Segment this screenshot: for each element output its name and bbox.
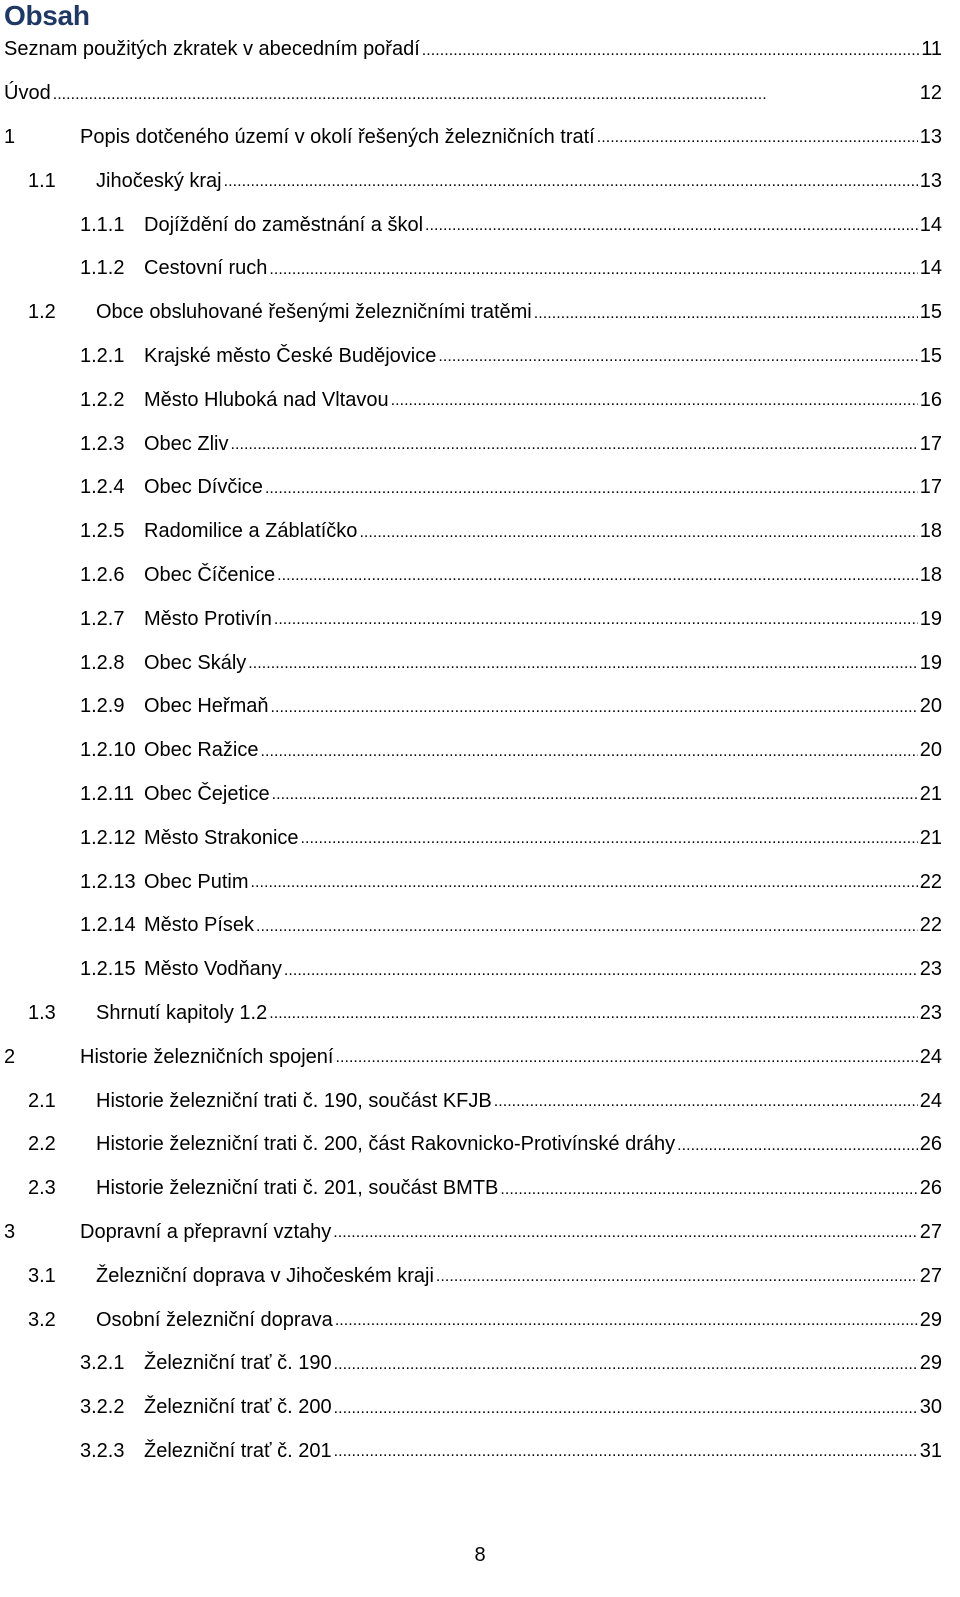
dot-leader [425, 218, 918, 238]
toc-entry-title: Obec Číčenice [144, 563, 276, 586]
dot-leader [335, 1313, 918, 1333]
dot-leader [250, 875, 917, 895]
toc-entry-title: Obec Dívčice [144, 476, 263, 499]
toc-entry-number: 2.3 [28, 1177, 56, 1200]
toc-entry-page: 15 [919, 344, 942, 367]
toc-entry-number: 1.2.5 [80, 520, 125, 543]
dot-leader [277, 568, 918, 588]
toc-entry-page: 16 [919, 388, 942, 411]
dot-leader [422, 43, 919, 63]
toc-entry-page: 29 [919, 1308, 942, 1331]
table-of-contents [0, 28, 960, 1473]
toc-entry[interactable] [0, 992, 960, 1036]
toc-entry-page: 21 [919, 826, 942, 849]
toc-entry-number: 1.2.9 [80, 695, 125, 718]
toc-entry-title: Město Hluboká nad Vltavou [144, 388, 389, 411]
toc-entry[interactable] [0, 72, 960, 116]
toc-entry[interactable] [0, 641, 960, 685]
toc-entry-number: 1.2.12 [80, 826, 136, 849]
toc-entry-number: 1.2.11 [80, 782, 135, 805]
toc-entry-page: 19 [919, 607, 942, 630]
toc-entry-number: 1.2 [28, 301, 56, 324]
toc-entry-page: 30 [919, 1396, 942, 1419]
toc-entry[interactable] [0, 159, 960, 203]
toc-entry-number: 3.2.3 [80, 1439, 125, 1462]
toc-entry-title: Město Vodňany [144, 958, 282, 981]
dot-leader [677, 1138, 918, 1158]
toc-entry-number: 1 [4, 125, 16, 148]
toc-entry-page: 22 [919, 914, 942, 937]
toc-entry[interactable] [0, 1430, 960, 1474]
dot-leader [261, 744, 918, 764]
toc-entry-page: 12 [919, 82, 942, 105]
toc-entry-number: 3.1 [28, 1264, 56, 1287]
toc-entry-page: 20 [919, 695, 942, 718]
toc-entry[interactable] [0, 1254, 960, 1298]
toc-entry-title: Jihočeský kraj [96, 169, 222, 192]
toc-entry-title: Úvod [4, 82, 51, 105]
toc-entry-title: Obec Putim [144, 870, 249, 893]
toc-entry-number: 2.2 [28, 1133, 56, 1156]
dot-leader [391, 393, 918, 413]
dot-leader [301, 831, 918, 851]
toc-entry-title: Obec Čejetice [144, 782, 270, 805]
toc-entry-number: 1.2.14 [80, 914, 136, 937]
toc-entry-page: 14 [919, 213, 942, 236]
toc-entry-page: 24 [919, 1089, 942, 1112]
toc-entry-page: 26 [919, 1133, 942, 1156]
toc-entry-number: 1.1.1 [80, 213, 125, 236]
toc-entry-title: Město Strakonice [144, 826, 299, 849]
toc-entry[interactable] [0, 860, 960, 904]
dot-leader [53, 87, 918, 107]
toc-entry-title: Historie železniční trati č. 190, součást KFJB [96, 1089, 492, 1112]
toc-entry-number: 3.2 [28, 1308, 56, 1331]
toc-entry-page: 14 [919, 257, 942, 280]
toc-entry-number: 2.1 [28, 1089, 56, 1112]
dot-leader [265, 481, 918, 501]
toc-entry[interactable] [0, 1298, 960, 1342]
toc-entry[interactable] [0, 1123, 960, 1167]
dot-leader [494, 1094, 918, 1114]
toc-entry-title: Železniční trať č. 201 [144, 1439, 332, 1462]
toc-entry-number: 2 [4, 1045, 16, 1068]
toc-entry-page: 29 [919, 1352, 942, 1375]
toc-entry[interactable] [0, 335, 960, 379]
toc-entry-page: 23 [919, 958, 942, 981]
toc-entry-title: Obec Heřmaň [144, 695, 269, 718]
dot-leader [597, 130, 918, 150]
toc-entry-number: 1.2.3 [80, 432, 125, 455]
dot-leader [333, 1225, 918, 1245]
toc-entry-number: 1.2.6 [80, 563, 125, 586]
toc-entry[interactable] [0, 466, 960, 510]
dot-leader [269, 262, 917, 282]
toc-entry-page: 15 [919, 301, 942, 324]
toc-entry-number: 1.2.7 [80, 607, 125, 630]
toc-entry[interactable] [0, 422, 960, 466]
toc-entry-number: 3 [4, 1220, 16, 1243]
toc-entry-page: 11 [921, 38, 942, 61]
toc-entry-page: 19 [919, 651, 942, 674]
toc-entry-page: 20 [919, 739, 942, 762]
toc-entry-page: 31 [919, 1439, 942, 1462]
dot-leader [334, 1401, 918, 1421]
toc-entry[interactable] [0, 685, 960, 729]
toc-entry-title: Město Písek [144, 914, 255, 937]
dot-leader [500, 1182, 917, 1202]
toc-entry-page: 18 [919, 563, 942, 586]
toc-entry[interactable] [0, 1386, 960, 1430]
toc-entry-number: 1.1 [28, 169, 56, 192]
toc-entry-title: Obec Ražice [144, 739, 259, 762]
toc-entry-page: 24 [919, 1045, 942, 1068]
toc-entry-page: 26 [919, 1177, 942, 1200]
toc-entry-page: 18 [919, 520, 942, 543]
toc-entry-title: Seznam použitých zkratek v abecedním pořadí [4, 38, 420, 61]
toc-entry-page: 23 [919, 1001, 942, 1024]
dot-leader [269, 1006, 918, 1026]
toc-entry[interactable] [0, 1167, 960, 1211]
toc-entry[interactable] [0, 116, 960, 160]
toc-entry[interactable] [0, 1211, 960, 1255]
toc-entry[interactable] [0, 597, 960, 641]
page-title: Obsah [4, 0, 90, 31]
toc-entry[interactable] [0, 378, 960, 422]
toc-entry-title: Železniční doprava v Jihočeském kraji [96, 1264, 434, 1287]
toc-entry-title: Železniční trať č. 190 [144, 1352, 332, 1375]
toc-entry-page: 27 [919, 1220, 942, 1243]
toc-entry-number: 1.2.1 [80, 344, 125, 367]
toc-entry-page: 13 [919, 125, 942, 148]
toc-entry-page: 21 [919, 782, 942, 805]
toc-entry-title: Obec Zliv [144, 432, 229, 455]
toc-entry[interactable] [0, 948, 960, 992]
toc-entry-title: Historie železničních spojení [80, 1045, 334, 1068]
dot-leader [284, 963, 918, 983]
dot-leader [335, 1050, 917, 1070]
toc-entry-number: 1.2.4 [80, 476, 125, 499]
toc-entry[interactable] [0, 773, 960, 817]
toc-entry-number: 1.2.15 [80, 958, 136, 981]
dot-leader [436, 1269, 918, 1289]
dot-leader [334, 1444, 918, 1464]
toc-entry[interactable] [0, 28, 960, 72]
toc-entry-number: 1.2.8 [80, 651, 125, 674]
dot-leader [224, 174, 918, 194]
toc-entry-title: Radomilice a Záblatíčko [144, 520, 358, 543]
toc-entry[interactable] [0, 554, 960, 598]
toc-entry-page: 13 [919, 169, 942, 192]
toc-entry[interactable] [0, 1079, 960, 1123]
dot-leader [272, 787, 918, 807]
dot-leader [256, 919, 918, 939]
toc-entry-title: Dojíždění do zaměstnání a škol [144, 213, 424, 236]
dot-leader [438, 349, 917, 369]
toc-entry-page: 17 [919, 432, 942, 455]
toc-entry-number: 1.2.10 [80, 739, 136, 762]
toc-entry[interactable] [0, 816, 960, 860]
toc-entry-page: 22 [919, 870, 942, 893]
toc-entry-number: 3.2.2 [80, 1396, 125, 1419]
toc-entry-title: Krajské město České Budějovice [144, 344, 437, 367]
dot-leader [274, 612, 918, 632]
toc-entry-title: Cestovní ruch [144, 257, 268, 280]
toc-entry[interactable] [0, 904, 960, 948]
toc-entry[interactable] [0, 203, 960, 247]
dot-leader [271, 700, 918, 720]
toc-entry[interactable] [0, 247, 960, 291]
toc-entry-number: 1.1.2 [80, 257, 125, 280]
toc-entry-page: 27 [919, 1264, 942, 1287]
toc-entry-title: Historie železniční trati č. 200, část Rakovnicko-Protivínské dráhy [96, 1133, 676, 1156]
toc-entry-title: Shrnutí kapitoly 1.2 [96, 1001, 268, 1024]
toc-entry-title: Historie železniční trati č. 201, součást BMTB [96, 1177, 499, 1200]
page-number: 8 [474, 1544, 486, 1566]
toc-entry-title: Město Protivín [144, 607, 272, 630]
toc-entry-number: 3.2.1 [80, 1352, 125, 1375]
toc-entry-title: Obce obsluhované řešenými železničními tratěmi [96, 301, 532, 324]
toc-entry-number: 1.3 [28, 1001, 56, 1024]
toc-entry-number: 1.2.2 [80, 388, 125, 411]
toc-entry-title: Dopravní a přepravní vztahy [80, 1220, 332, 1243]
dot-leader [230, 437, 917, 457]
toc-entry-title: Popis dotčeného území v okolí řešených železničních tratí [80, 125, 595, 148]
toc-entry[interactable] [0, 1342, 960, 1386]
dot-leader [334, 1357, 918, 1377]
toc-entry[interactable] [0, 729, 960, 773]
toc-entry-title: Obec Skály [144, 651, 247, 674]
toc-entry[interactable] [0, 1035, 960, 1079]
toc-entry-number: 1.2.13 [80, 870, 136, 893]
toc-entry-title: Železniční trať č. 200 [144, 1396, 332, 1419]
toc-entry-title: Osobní železniční doprava [96, 1308, 333, 1331]
toc-entry[interactable] [0, 291, 960, 335]
toc-entry[interactable] [0, 510, 960, 554]
dot-leader [359, 525, 917, 545]
toc-entry-page: 17 [919, 476, 942, 499]
dot-leader [248, 656, 917, 676]
dot-leader [534, 306, 918, 326]
